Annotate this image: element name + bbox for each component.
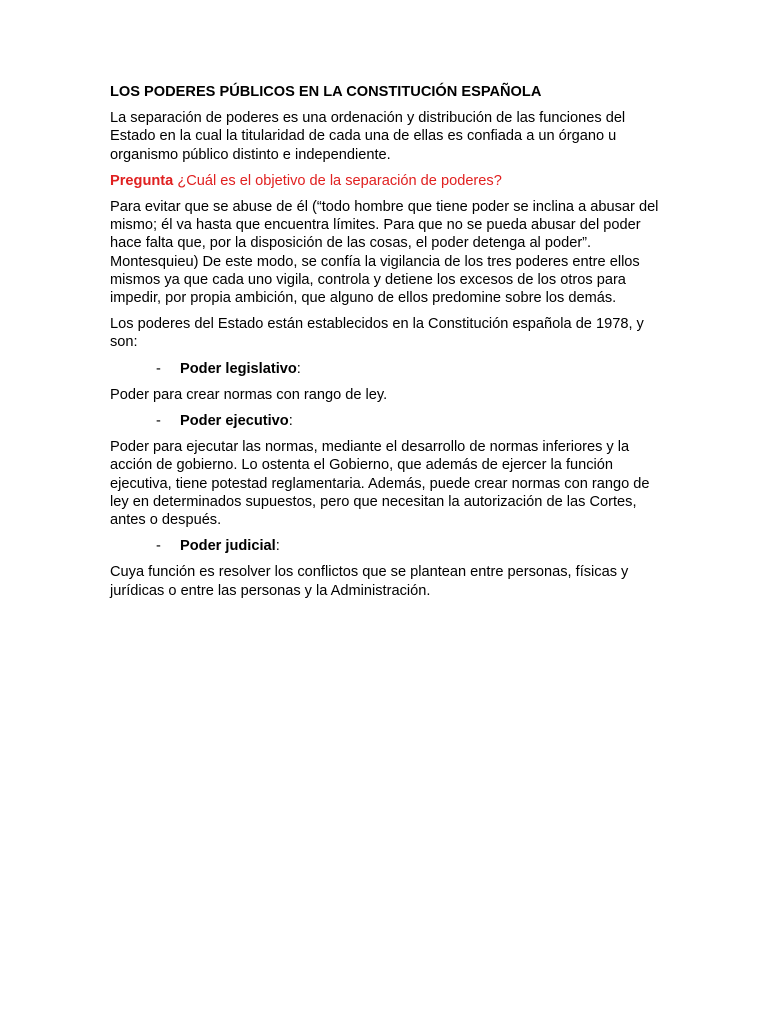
question-paragraph	[110, 172, 668, 190]
list-item-poder-judicial	[110, 537, 668, 555]
power-term: Poder ejecutivo	[180, 413, 289, 430]
intro-paragraph: La separación de poderes es una ordenación y distribución de las funciones del Estado en la cual la titularidad de cada una de ellas es confiada a un órgano u organismo público distinto e independiente.	[110, 110, 626, 163]
power-term: Poder legislativo	[180, 360, 297, 377]
question-text: ¿Cuál es el objetivo de la separación de poderes?	[177, 172, 502, 189]
document-title: LOS PODERES PÚBLICOS EN LA CONSTITUCIÓN ESPAÑOLA	[110, 84, 542, 100]
list-item-poder-legislativo	[110, 360, 668, 378]
power-term: Poder judicial	[180, 538, 276, 555]
power-description: Cuya función es resolver los conflictos que se plantean entre personas, físicas y jurídicas o entre las personas y la Administración.	[110, 564, 629, 599]
power-colon: :	[296, 360, 301, 377]
answer-paragraph: Para evitar que se abuse de él (“todo hombre que tiene poder se inclina a abusar del mismo; él va hasta que encuentra límites. Para que no se pueda abusar del poder hace falta que, por la disposición de las cosas, el poder detenga al poder”. Montesquieu) De este modo, se confía la vigilancia de los tres poderes entre ellos mismos ya que cada uno vigila, controla y detiene los excesos de los otros para impedir, por propia ambición, que alguno de ellos predomine sobre los demás.	[110, 199, 659, 307]
power-colon: :	[275, 538, 280, 555]
question-label: Pregunta	[110, 172, 174, 189]
list-item-heading	[180, 360, 301, 378]
power-colon: :	[288, 413, 293, 430]
power-description: Poder para crear normas con rango de ley.	[110, 386, 388, 403]
power-description: Poder para ejecutar las normas, mediante el desarrollo de normas inferiores y la acción de gobierno. Lo ostenta el Gobierno, que además de ejercer la función ejecutiva, tiene potestad reglamentaria. Además, puede crear normas con rango de ley en determinados supuestos, pero que necesitan la autorización de las Cortes, antes o después.	[110, 439, 650, 529]
list-item-poder-ejecutivo	[110, 412, 668, 430]
bullet-dash: -	[156, 538, 161, 555]
bullet-dash: -	[156, 413, 161, 430]
list-item-heading	[180, 537, 280, 555]
powers-intro-paragraph: Los poderes del Estado están establecidos en la Constitución española de 1978, y son:	[110, 316, 644, 351]
list-item-heading	[180, 412, 293, 430]
bullet-dash: -	[156, 360, 161, 377]
